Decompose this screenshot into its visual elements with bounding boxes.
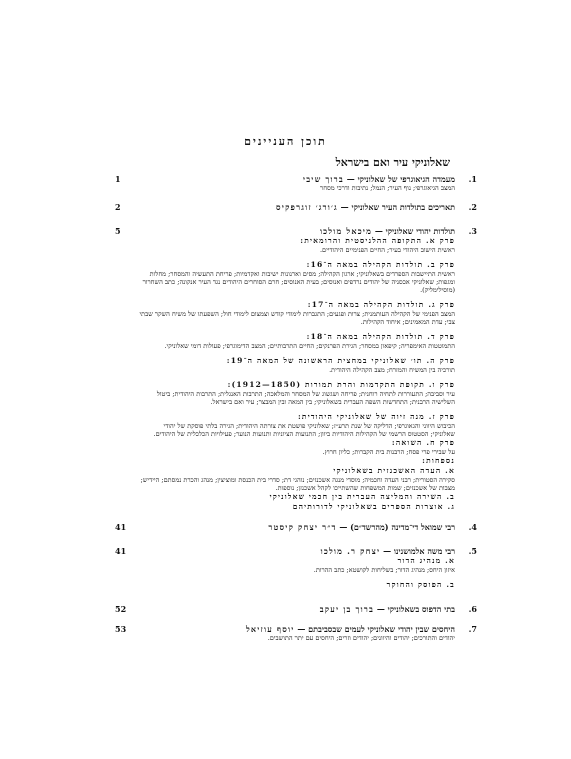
entry-page: 41 <box>115 522 127 532</box>
entry-author: יוסף עוזיאל <box>245 624 295 634</box>
entry-title: רבי משה אלמושנינו <box>393 546 455 556</box>
part-heading: ב. הפוסק והחוקר <box>386 580 455 589</box>
part-description: איזון היחס; מנהיג הדור; בשליחות לקושטא; כתב ההרות. <box>313 566 455 574</box>
entry-page: 41 <box>115 546 127 556</box>
toc-entry-2: 2. 2 תאריכים בתולדות העיר שאלוניקי — ג׳ורג׳ זוגרפקיס <box>115 202 477 212</box>
part-heading: ב. השירה והמליצה העברית בין חכמי שאלוניקי <box>269 492 455 501</box>
part-heading: פרק ב. תולדות הקהילה במאה ה־16: <box>306 260 455 269</box>
entry-page: 53 <box>115 624 127 634</box>
part-heading: פרק א. התקופה ההלניסטית והרומאית: <box>300 236 455 245</box>
entry-description: המצב הגיאוגרפי; נוף העיר; הנמל; נתיבות ודרכי מסחר <box>320 184 455 192</box>
entry-author: ברוך שיבי <box>302 174 344 184</box>
part-heading: א. מנהיג הדור <box>397 556 455 565</box>
appendix-heading: נספחות: <box>422 456 455 465</box>
entry-title: היחסים שבין יהודי שאלוניקי לעמים שבסביבתם <box>308 624 455 634</box>
table-of-contents <box>115 174 477 642</box>
part-heading: פרק ח. השואה: <box>391 438 455 447</box>
part-description: ראשית הישוב היהודי בעיר; החיים הפנימיים היהודיים. <box>319 246 455 254</box>
toc-entry-6: 6. 52 בתי הדפוס בשאלוניקי — ברוך בן יעקב <box>115 604 477 614</box>
entry-title: בתי הדפוס בשאלוניקי <box>387 604 455 614</box>
part-heading: ג. אוצרות הספרים בשאלוניקי לדורותיהם <box>292 502 455 511</box>
page-title: תוכן העניינים <box>244 135 327 148</box>
entry-description: יהודים והתורכים; יהודים והיוונים; יהודים וזרים; היחסים עם יתר התושבים. <box>267 634 455 642</box>
entry-author: ד״ר יצחק קיסטר <box>268 522 337 532</box>
part-description: עיר וסביבה; התעוררות לתחיה רוחנית; פריחה ושגשוג של המסחר והמלאכה; התרבות האנגלית; התרבות היהודית; ביטול השלישיה הרבנית; התחדשות השפה העברית בשאלוניקי; בין המאה ובין המבצר; עיר ואם בישראל. <box>156 390 455 406</box>
entry-number: 4. <box>468 522 477 532</box>
entry-page: 2 <box>115 202 121 212</box>
part-description: הכיבוש היווני והגאוגרפי; הדליקה של שנת תרע״ז; שאלוניקי פושטת את צורתה היהודית; הגירה בלתי פוסקת של יהודי שאלוניקי; הסטטוס הרשמי של הקהילות היהודיות ביוון; התנועות הציוניות ותנועות הנוער; פעילויות הכלכלית של היהודים. <box>153 422 455 438</box>
part-description: ראשית התיישבות הספרדים בשאלוניקי; ארגון הקהילה; מסים וארנונות ישיבות ואקדמיות; פריחת התעשיה והמסחר; מחלות ומגפות; שאלוניקי אכסניה של יהודים נרדפים ואנוסים; בעית האנוסים; חרם הסוחרים היהודים נגד העיר אנקונה; כתב השחרור (מוסילימליק). <box>142 270 455 294</box>
entry-author: מיכאל מולכו <box>319 226 373 236</box>
entry-author: יצחק ר. מולכו <box>320 546 381 556</box>
book-title: שאלוניקי עיר ואם בישראל <box>335 156 450 169</box>
toc-entry-7: 7. 53 היחסים שבין יהודי שאלוניקי לעמים שבסביבתם — יוסף עוזיאל יהודים והתורכים; יהודים והיוונים; יהודים וזרים; היחסים עם יתר התושבים. <box>115 624 477 642</box>
toc-entry-3: 3. 5 תולדות יהודי שאלוניקי — מיכאל מולכו פרק א. התקופה ההלניסטית והרומאית: ראשית הישוב היהודי בעיר; החיים הפנימיים היהודיים. פרק ב. תולדות הקהילה במאה ה־16: ראשית התיישבות הספרדים בשאלוניקי; ארגון הקהילה; מסים וארנונות ישיבות ואקדמיות; פריחת התעשיה והמסחר; מחלות ומגפות; שאלוניקי אכסניה של יהודים נרדפים ואנוסים; בעית האנוסים; חרם הסוחרים היהודים נגד העיר אנקונה; כתב השחרור (מוסילימליק). פרק ג. תולדות הקהילה במאה ה־17: המצב הפנימי של הקהילה העותמנית; צרות ופגעים; התגברות לימודי קודש וצמצום לימודי חול; השפעתו של משיח השקר שבתי צבי; עדת המאמינים; איחוד הקהילות. פרק ד. תולדות הקהילה במאה ה־18: התמוטטות האימפריה; קיפאון במסחר; הגירת הפרנקים; החיים התרבותיים; המצב הדימוגרפי; פעולות דומי שאלוניקי. פרק ה. תו׳ שאלוניקי במחצית הראשונה של המאה ה־19: תורכיה בין המשיח והמזרח; מצב הקהילה היהודית. פרק ו. תקופת התקדמות והרת תמורות (1850—1912): עיר וסביבה; התעוררות לתחיה רוחנית; פריחה ושגשוג של המסחר והמלאכה; התרבות האנגלית; התרבות היהודית; ביטול השלישיה הרבנית; התחדשות השפה העברית בשאלוניקי; בין המאה ובין המבצר; עיר ואם בישראל. פרק ז. מנה זיוה של שאלוניקי היהודית: הכיבוש היווני והגאוגרפי; הדליקה של שנת תרע״ז; שאלוניקי פושטת את צורתה היהודית; הגירה בלתי פוסקת של יהודי שאלוניקי; הסטטוס הרשמי של הקהילות היהודיות ביוון; התנועות הציוניות ותנועות הנוער; פעילויות הכלכלית של היהודים. פרק ח. השואה: על שבירי פרי פסח; הרבנות בית הקברות; כליון חרוץ. נספחות: א. העדה האשכנזית בשאלוניקי סקירה הסטורית; רבני העדה וחכמיה; מוסדי מנגה אשכנזים; נוהגי דת; סדרי בית הכנסת ומוציצין; מנהג והכרת נמסתם; היידיש; מצבות של אשכנזים; שמות המשפחות שהשתייכו לקהל אשכנזן; נוספות. ב. השירה והמליצה העברית בין חכמי שאלוניקי ג. אוצרות הספרים בשאלוניקי לדורותיהם <box>115 226 477 511</box>
toc-entry-5: 5. 41 רבי משה אלמושנינו — יצחק ר. מולכו א. מנהיג הדור איזון היחס; מנהיג הדור; בשליחות לקושטא; כתב ההרות. ב. הפוסק והחוקר <box>115 546 477 589</box>
entry-number: 6. <box>468 604 477 614</box>
toc-entry-1: 1. 1 מעמדה הגיאוגרפי של שאלוניקי — ברוך שיבי המצב הגיאוגרפי; נוף העיר; הנמל; נתיבות ודרכי מסחר <box>115 174 477 192</box>
part-description: סקירה הסטורית; רבני העדה וחכמיה; מוסדי מנגה אשכנזים; נוהגי דת; סדרי בית הכנסת ומוציצין; מנהג והכרת נמסתם; היידיש; מצבות של אשכנזים; שמות המשפחות שהשתייכו לקהל אשכנזן; נוספות. <box>140 476 455 492</box>
entry-page: 1 <box>115 174 121 184</box>
part-description: המצב הפנימי של הקהילה העותמנית; צרות ופגעים; התגברות לימודי קודש וצמצום לימודי חול; השפעתו של משיח השקר שבתי צבי; עדת המאמינים; איחוד הקהילות. <box>139 310 455 326</box>
entry-title: תאריכים בתולדות העיר שאלוניקי <box>351 202 455 212</box>
part-heading: א. העדה האשכנזית בשאלוניקי <box>333 466 455 475</box>
entry-number: 2. <box>468 202 477 212</box>
part-heading: פרק ה. תו׳ שאלוניקי במחצית הראשונה של המאה ה־19: <box>226 356 455 365</box>
toc-entry-4: 4. 41 רבי שמואל די־מדינה (מהרשד״ם) — ד״ר יצחק קיסטר <box>115 522 477 532</box>
entry-page: 5 <box>115 226 121 236</box>
entry-number: 1. <box>468 174 477 184</box>
entry-number: 7. <box>468 624 477 634</box>
entry-number: 3. <box>468 226 477 236</box>
part-heading: פרק ז. מנה זיוה של שאלוניקי היהודית: <box>297 412 455 421</box>
entry-title: רבי שמואל די־מדינה (מהרשד״ם) <box>350 522 455 532</box>
part-heading: פרק ו. תקופת התקדמות והרת תמורות (1850—1912): <box>227 380 455 389</box>
entry-author: ברוך בן יעקב <box>319 604 375 614</box>
part-description: התמוטטות האימפריה; קיפאון במסחר; הגירת הפרנקים; החיים התרבותיים; המצב הדימוגרפי; פעולות דומי שאלוניקי. <box>164 342 455 350</box>
entry-page: 52 <box>115 604 127 614</box>
entry-number: 5. <box>468 546 477 556</box>
entry-title: מעמדה הגיאוגרפי של שאלוניקי <box>357 174 455 184</box>
part-description: תורכיה בין המשיח והמזרח; מצב הקהילה היהודית. <box>329 366 455 374</box>
entry-title: תולדות יהודי שאלוניקי <box>385 226 455 236</box>
part-description: על שבירי פרי פסח; הרבנות בית הקברות; כליון חרוץ. <box>322 448 455 456</box>
part-heading: פרק ד. תולדות הקהילה במאה ה־18: <box>306 332 455 341</box>
part-heading: פרק ג. תולדות הקהילה במאה ה־17: <box>307 300 455 309</box>
entry-author: ג׳ורג׳ זוגרפקיס <box>276 202 338 212</box>
